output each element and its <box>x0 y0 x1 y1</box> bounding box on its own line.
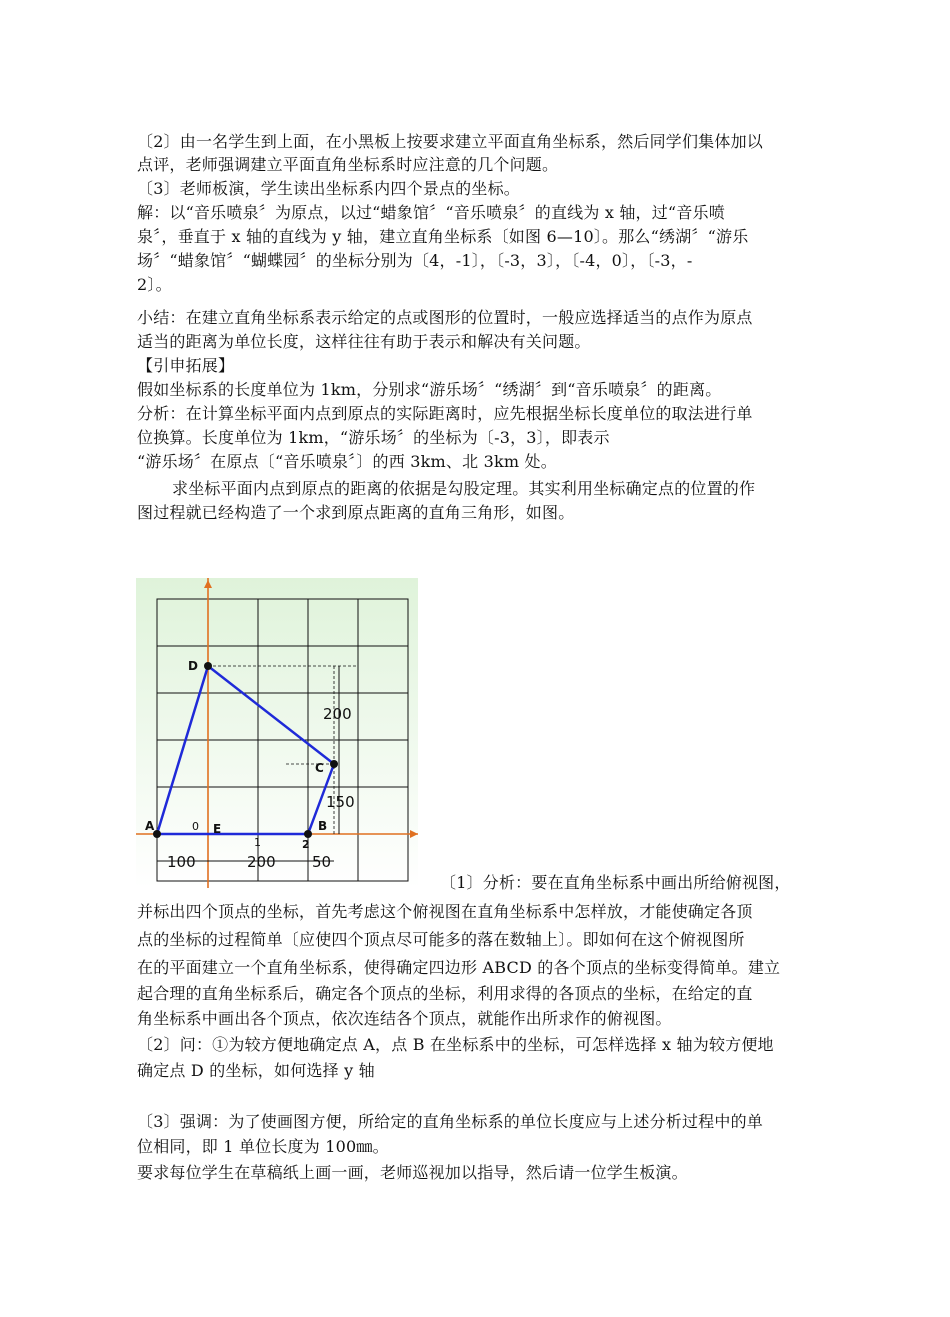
paragraph-line: 位换算。长度单位为 1km，“游乐场〞的坐标为〔-3，3〕，即表示 <box>137 428 610 447</box>
paragraph-line: 要求每位学生在草稿纸上画一画，老师巡视加以指导，然后请一位学生板演。 <box>137 1163 688 1182</box>
dimension-label: 100 <box>167 853 196 871</box>
tick-label: 2 <box>302 838 310 851</box>
label-a: A <box>145 819 155 833</box>
point-c <box>330 760 338 768</box>
paragraph-line: 2〕。 <box>137 275 172 294</box>
paragraph-line: “游乐场〞在原点〔“音乐喷泉〞〕的西 3km、北 3km 处。 <box>137 452 557 471</box>
dimension-label: 150 <box>326 793 355 811</box>
paragraph-line: 确定点 D 的坐标，如何选择 y 轴 <box>137 1061 375 1080</box>
paragraph-line: 角坐标系中画出各个顶点，依次连结各个顶点，就能作出所求作的俯视图。 <box>137 1009 672 1028</box>
paragraph-line: 假如坐标系的长度单位为 1km，分别求“游乐场〞“绣湖〞到“音乐喷泉〞的距离。 <box>137 380 722 399</box>
paragraph-line: 求坐标平面内点到原点的距离的依据是勾股定理。其实利用坐标确定点的位置的作 <box>172 479 756 498</box>
point-b <box>304 830 312 838</box>
paragraph-line: 场〞“蜡象馆〞“蝴蝶园〞的坐标分别为〔4，-1〕，〔-3，3〕，〔-4，0〕，〔-3，- <box>137 251 693 270</box>
paragraph-line: 点的坐标的过程简单〔应使四个顶点尽可能多的落在数轴上〕。即如何在这个俯视图所 <box>137 930 745 949</box>
paragraph-line: 〔1〕分析：要在直角坐标系中画出所给俯视图， <box>440 873 791 892</box>
paragraph-line: 点评，老师强调建立平面直角坐标系时应注意的几个问题。 <box>137 155 559 174</box>
paragraph-line: 起合理的直角坐标系后，确定各个顶点的坐标，利用求得的各顶点的坐标，在给定的直 <box>137 984 753 1003</box>
dimension-label: 200 <box>323 705 352 723</box>
paragraph-line: 适当的距离为单位长度，这样往往有助于表示和解决有关问题。 <box>137 332 591 351</box>
paragraph-line: 位相同，即 1 单位长度为 100㎜。 <box>137 1137 389 1156</box>
paragraph-line: 〔3〕老师板演，学生读出坐标系内四个景点的坐标。 <box>137 179 520 198</box>
paragraph-line: 并标出四个顶点的坐标，首先考虑这个俯视图在直角坐标系中怎样放，才能使确定各顶 <box>137 902 753 921</box>
paragraph-line: 图过程就已经构造了一个求到原点距离的直角三角形，如图。 <box>137 503 575 522</box>
label-e: E <box>213 822 222 836</box>
dimension-label: 200 <box>247 853 276 871</box>
paragraph-line: 分析：在计算坐标平面内点到原点的实际距离时，应先根据坐标长度单位的取法进行单 <box>137 404 753 423</box>
dimension-label: 50 <box>312 853 332 871</box>
tick-label: 1 <box>254 836 261 849</box>
figure-background <box>136 578 418 888</box>
section-heading: 【引申拓展】 <box>137 356 235 375</box>
paragraph-line: 在的平面建立一个直角坐标系，使得确定四边形 ABCD 的各个顶点的坐标变得简单。建立 <box>137 958 781 977</box>
paragraph-line: 解：以“音乐喷泉〞为原点，以过“蜡象馆〞“音乐喷泉〞的直线为 x 轴，过“音乐喷 <box>137 203 725 222</box>
paragraph-line: 〔2〕由一名学生到上面，在小黑板上按要求建立平面直角坐标系，然后同学们集体加以 <box>137 132 763 151</box>
paragraph-line: 〔3〕强调：为了使画图方便，所给定的直角坐标系的单位长度应与上述分析过程中的单 <box>137 1112 763 1131</box>
label-c: C <box>315 761 324 775</box>
origin-label: 0 <box>192 820 199 833</box>
paragraph-line: 泉〞，垂直于 x 轴的直线为 y 轴，建立直角坐标系〔如图 6—10〕。那么“绣湖〞“游乐 <box>137 227 749 246</box>
coordinate-figure <box>136 578 418 888</box>
label-b: B <box>318 819 328 833</box>
paragraph-line: 〔2〕问：①为较方便地确定点 A，点 B 在坐标系中的坐标，可怎样选择 x 轴为较方便地 <box>137 1035 774 1054</box>
paragraph-line: 小结：在建立直角坐标系表示给定的点或图形的位置时，一般应选择适当的点作为原点 <box>137 308 753 327</box>
label-d: D <box>188 659 198 673</box>
point-d <box>204 662 212 670</box>
